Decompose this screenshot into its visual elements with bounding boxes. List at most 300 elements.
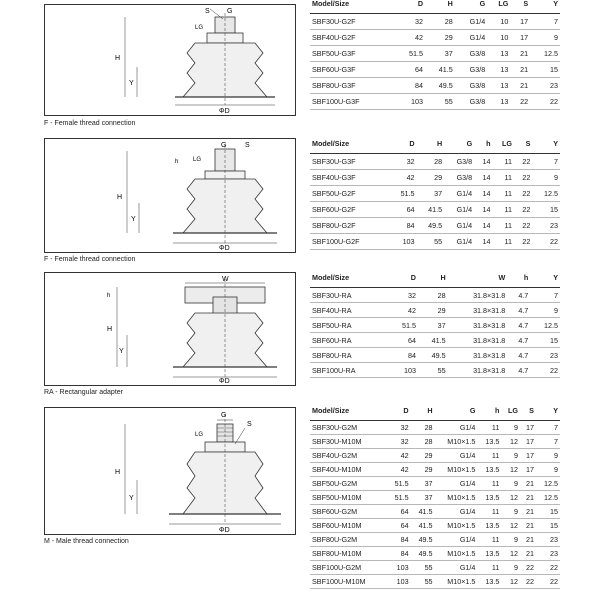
cell: 12	[501, 463, 520, 477]
cell: 55	[417, 234, 445, 250]
cell: 41.5	[417, 202, 445, 218]
cell: 37	[411, 477, 435, 491]
cell: 15	[536, 519, 560, 533]
cell: 28	[417, 154, 445, 170]
cell: 4.7	[507, 318, 530, 333]
cell: 4.7	[507, 363, 530, 378]
cell: 15	[536, 505, 560, 519]
cell: 84	[395, 78, 425, 94]
cell: 22	[514, 170, 532, 186]
column-header: Y	[536, 401, 560, 421]
cell: 11	[493, 186, 514, 202]
cell: 14	[474, 154, 492, 170]
column-header: D	[388, 268, 418, 288]
diagram-label-y: Y	[131, 216, 136, 223]
cell: SBF40U-G2F	[310, 30, 395, 46]
cell: 9	[536, 449, 560, 463]
cell: M10×1.5	[435, 463, 478, 477]
diagram-label-w: W	[222, 276, 229, 283]
diagram-label-d: ΦD	[219, 527, 230, 534]
cell: 21	[520, 491, 536, 505]
cell: 31.8×31.8	[448, 348, 508, 363]
cell: 11	[493, 170, 514, 186]
cell: G3/8	[444, 170, 474, 186]
table-row	[310, 463, 560, 477]
cell: SBF60U-G2F	[310, 202, 389, 218]
cell: 12	[501, 519, 520, 533]
cell: 13.5	[477, 463, 501, 477]
cell: SBF60U-G3F	[310, 62, 395, 78]
table-row	[310, 288, 560, 303]
cell: 51.5	[389, 186, 417, 202]
cell: G3/8	[455, 78, 487, 94]
cell: 4.7	[507, 303, 530, 318]
cell: SBF80U-M10M	[310, 547, 387, 561]
cell: 21	[510, 62, 530, 78]
diagram-label-g: G	[227, 8, 233, 15]
column-header: Y	[530, 268, 560, 288]
column-header: Model/Size	[310, 0, 395, 14]
diagram-label-g: G	[221, 412, 227, 419]
cell: G1/4	[455, 30, 487, 46]
cell: 32	[387, 421, 411, 435]
cell: SBF40U-M10M	[310, 463, 387, 477]
cell: 32	[389, 154, 417, 170]
table-row	[310, 491, 560, 505]
cell: 29	[418, 303, 448, 318]
table-row	[310, 348, 560, 363]
cell: G1/4	[435, 533, 478, 547]
cell: SBF30U-G2M	[310, 421, 387, 435]
column-header: h	[474, 134, 492, 154]
suction-cup-drawing	[45, 408, 295, 534]
table-row	[310, 363, 560, 378]
cell: 15	[530, 62, 560, 78]
table-row	[310, 421, 560, 435]
cell: G3/8	[455, 94, 487, 110]
cell: 23	[530, 78, 560, 94]
cell: 17	[510, 30, 530, 46]
table-row	[310, 78, 560, 94]
cell: 14	[474, 170, 492, 186]
cell: SBF40U-G2M	[310, 449, 387, 463]
cell: 42	[387, 463, 411, 477]
cell: 13	[487, 46, 510, 62]
column-header: LG	[501, 401, 520, 421]
column-header: G	[455, 0, 487, 14]
cell: 4.7	[507, 333, 530, 348]
cell: 7	[530, 14, 560, 30]
column-header: Y	[530, 0, 560, 14]
cell: 29	[411, 463, 435, 477]
cell: 14	[474, 202, 492, 218]
column-header: D	[389, 134, 417, 154]
cell: 9	[501, 421, 520, 435]
diagram-label-y: Y	[119, 348, 124, 355]
cell: 64	[389, 202, 417, 218]
diagram-label-lg: LG	[193, 157, 202, 163]
cell: 23	[532, 218, 560, 234]
diagram-label-lg: LG	[195, 432, 204, 438]
cell: 17	[520, 449, 536, 463]
table-row	[310, 234, 560, 250]
cell: 21	[520, 533, 536, 547]
spec-table	[310, 401, 560, 589]
table-row	[310, 62, 560, 78]
cell: 55	[411, 561, 435, 575]
column-header: H	[418, 268, 448, 288]
cell: 10	[487, 30, 510, 46]
diagram-female-thread-2	[44, 138, 296, 253]
cell: 21	[520, 519, 536, 533]
caption: F - Female thread connection	[44, 256, 136, 263]
caption: RA - Rectangular adapter	[44, 389, 123, 396]
diagram-label-h: H	[107, 326, 113, 333]
cell: M10×1.5	[435, 491, 478, 505]
cell: G1/4	[435, 477, 478, 491]
cell: 9	[530, 303, 560, 318]
cell: 22	[520, 575, 536, 589]
cell: M10×1.5	[435, 435, 478, 449]
cell: 37	[411, 491, 435, 505]
table-row	[310, 575, 560, 589]
cell: SBF30U-RA	[310, 288, 388, 303]
table-row	[310, 14, 560, 30]
diagram-label-h-small: h	[107, 293, 111, 299]
column-header: h	[507, 268, 530, 288]
cell: 64	[395, 62, 425, 78]
column-header: Model/Size	[310, 134, 389, 154]
cell: 12	[501, 435, 520, 449]
spec-table	[310, 268, 560, 378]
cell: G1/4	[444, 186, 474, 202]
table-row	[310, 46, 560, 62]
cell: 84	[388, 348, 418, 363]
table-row	[310, 186, 560, 202]
cell: SBF50U-G2M	[310, 477, 387, 491]
cell: 12	[501, 491, 520, 505]
cell: 49.5	[411, 547, 435, 561]
column-header: G	[444, 134, 474, 154]
cell: 103	[387, 575, 411, 589]
diagram-label-d: ΦD	[219, 245, 230, 252]
cell: 23	[530, 348, 560, 363]
cell: 29	[411, 449, 435, 463]
cell: 49.5	[411, 533, 435, 547]
table-row	[310, 449, 560, 463]
cell: 7	[536, 435, 560, 449]
cell: G1/4	[435, 505, 478, 519]
table-row	[310, 303, 560, 318]
cell: SBF100U-G3F	[310, 94, 395, 110]
table-row	[310, 202, 560, 218]
cell: G1/4	[435, 449, 478, 463]
cell: 42	[388, 303, 418, 318]
cell: 31.8×31.8	[448, 318, 508, 333]
cell: 23	[536, 547, 560, 561]
cell: 21	[520, 547, 536, 561]
cell: 103	[388, 363, 418, 378]
spec-table	[310, 0, 560, 110]
cell: SBF100U-G2M	[310, 561, 387, 575]
cell: G1/4	[455, 14, 487, 30]
column-header: LG	[493, 134, 514, 154]
cell: 64	[388, 333, 418, 348]
cell: 12.5	[530, 46, 560, 62]
cell: 11	[477, 421, 501, 435]
cell: G3/8	[455, 62, 487, 78]
cell: 11	[477, 561, 501, 575]
cell: 7	[536, 421, 560, 435]
cell: 11	[493, 234, 514, 250]
cell: 11	[477, 533, 501, 547]
table-row	[310, 30, 560, 46]
column-header: Model/Size	[310, 268, 388, 288]
cell: 32	[395, 14, 425, 30]
cell: 22	[514, 218, 532, 234]
cell: SBF50U-G2F	[310, 186, 389, 202]
cell: 64	[387, 505, 411, 519]
cell: 9	[536, 463, 560, 477]
diagram-label-h-small: h	[175, 159, 179, 165]
cell: SBF80U-G2F	[310, 218, 389, 234]
cell: 13	[487, 62, 510, 78]
cell: 37	[418, 318, 448, 333]
cell: 23	[536, 533, 560, 547]
cell: 11	[477, 477, 501, 491]
cell: 103	[395, 94, 425, 110]
table-row	[310, 477, 560, 491]
cell: 15	[532, 202, 560, 218]
cell: 21	[520, 477, 536, 491]
cell: 41.5	[411, 519, 435, 533]
cell: G1/4	[444, 234, 474, 250]
table-row	[310, 333, 560, 348]
cell: 9	[532, 170, 560, 186]
diagram-label-d: ΦD	[219, 378, 230, 385]
cell: 22	[530, 94, 560, 110]
cell: 41.5	[425, 62, 455, 78]
cell: 13.5	[477, 547, 501, 561]
cell: 4.7	[507, 288, 530, 303]
cell: 22	[514, 202, 532, 218]
diagram-label-h: H	[115, 469, 121, 476]
cell: SBF80U-RA	[310, 348, 388, 363]
cell: SBF60U-M10M	[310, 519, 387, 533]
suction-cup-drawing	[45, 5, 295, 115]
cell: 41.5	[411, 505, 435, 519]
column-header: H	[411, 401, 435, 421]
cell: 9	[501, 477, 520, 491]
diagram-label-h: H	[115, 55, 121, 62]
cell: 11	[477, 505, 501, 519]
column-header: S	[520, 401, 536, 421]
column-header: H	[425, 0, 455, 14]
cell: 17	[520, 463, 536, 477]
cell: 22	[530, 363, 560, 378]
cell: 22	[536, 575, 560, 589]
suction-cup-drawing	[45, 139, 295, 252]
spec-table	[310, 134, 560, 250]
cell: SBF100U-G2F	[310, 234, 389, 250]
table-row	[310, 218, 560, 234]
cell: 13.5	[477, 491, 501, 505]
column-header: S	[514, 134, 532, 154]
cell: 11	[477, 449, 501, 463]
cell: 7	[530, 288, 560, 303]
cell: M10×1.5	[435, 547, 478, 561]
diagram-rectangular-adapter	[44, 272, 296, 386]
cell: 12.5	[536, 477, 560, 491]
cell: 28	[411, 421, 435, 435]
cell: 32	[388, 288, 418, 303]
cell: G1/4	[444, 202, 474, 218]
cell: 13	[487, 78, 510, 94]
cell: 13.5	[477, 519, 501, 533]
diagram-label-h: H	[117, 194, 123, 201]
cell: 31.8×31.8	[448, 363, 508, 378]
cell: M10×1.5	[435, 519, 478, 533]
cell: 22	[536, 561, 560, 575]
cell: G1/4	[435, 421, 478, 435]
cell: SBF60U-G2M	[310, 505, 387, 519]
cell: 28	[425, 14, 455, 30]
cell: 51.5	[387, 477, 411, 491]
cell: SBF40U-RA	[310, 303, 388, 318]
cell: G3/8	[444, 154, 474, 170]
cell: 11	[493, 218, 514, 234]
cell: 55	[411, 575, 435, 589]
cell: M10×1.5	[435, 575, 478, 589]
cell: 49.5	[425, 78, 455, 94]
diagram-label-s: S	[245, 142, 250, 149]
cell: SBF50U-M10M	[310, 491, 387, 505]
cell: 51.5	[388, 318, 418, 333]
table-row	[310, 547, 560, 561]
cell: 32	[387, 435, 411, 449]
cell: 9	[530, 30, 560, 46]
cell: 49.5	[418, 348, 448, 363]
column-header: D	[387, 401, 411, 421]
cell: SBF40U-G3F	[310, 170, 389, 186]
cell: 84	[389, 218, 417, 234]
cell: 55	[425, 94, 455, 110]
diagram-male-thread	[44, 407, 296, 535]
suction-cup-drawing	[45, 273, 295, 385]
column-header: Y	[532, 134, 560, 154]
cell: 21	[510, 78, 530, 94]
cell: SBF50U-RA	[310, 318, 388, 333]
cell: G1/4	[444, 218, 474, 234]
cell: 14	[474, 186, 492, 202]
cell: 29	[417, 170, 445, 186]
cell: 37	[417, 186, 445, 202]
cell: 22	[514, 186, 532, 202]
column-header: S	[510, 0, 530, 14]
cell: 12	[501, 547, 520, 561]
cell: 22	[514, 154, 532, 170]
cell: 28	[418, 288, 448, 303]
cell: G1/4	[435, 561, 478, 575]
cell: 4.7	[507, 348, 530, 363]
table-row	[310, 519, 560, 533]
cell: 13.5	[477, 575, 501, 589]
cell: 17	[520, 435, 536, 449]
cell: 64	[387, 519, 411, 533]
table-row	[310, 318, 560, 333]
cell: 51.5	[387, 491, 411, 505]
cell: 103	[389, 234, 417, 250]
diagram-label-s: S	[247, 421, 252, 428]
cell: 21	[510, 46, 530, 62]
cell: 31.8×31.8	[448, 288, 508, 303]
column-header: h	[477, 401, 501, 421]
cell: 22	[520, 561, 536, 575]
table-row	[310, 561, 560, 575]
cell: SBF80U-G2M	[310, 533, 387, 547]
diagram-female-thread-1	[44, 4, 296, 116]
cell: 15	[530, 333, 560, 348]
cell: SBF50U-G3F	[310, 46, 395, 62]
cell: 84	[387, 533, 411, 547]
table-row	[310, 435, 560, 449]
column-header: LG	[487, 0, 510, 14]
cell: 42	[387, 449, 411, 463]
cell: 9	[501, 449, 520, 463]
cell: SBF30U-G3F	[310, 154, 389, 170]
cell: 42	[395, 30, 425, 46]
table-header-row	[310, 134, 560, 154]
table-row	[310, 154, 560, 170]
column-header: W	[448, 268, 508, 288]
cell: 17	[520, 421, 536, 435]
cell: 51.5	[395, 46, 425, 62]
column-header: Model/Size	[310, 401, 387, 421]
cell: 84	[387, 547, 411, 561]
diagram-label-y: Y	[129, 80, 134, 87]
diagram-label-lg: LG	[195, 25, 204, 31]
diagram-label-d: ΦD	[219, 108, 230, 115]
column-header: H	[417, 134, 445, 154]
cell: 13	[487, 94, 510, 110]
cell: 31.8×31.8	[448, 303, 508, 318]
cell: 14	[474, 234, 492, 250]
diagram-label-s: S	[205, 8, 210, 15]
cell: 49.5	[417, 218, 445, 234]
cell: 9	[501, 561, 520, 575]
cell: 41.5	[418, 333, 448, 348]
diagram-label-y: Y	[129, 495, 134, 502]
cell: SBF100U-M10M	[310, 575, 387, 589]
cell: 21	[520, 505, 536, 519]
cell: 29	[425, 30, 455, 46]
table-row	[310, 533, 560, 547]
column-header: D	[395, 0, 425, 14]
cell: SBF100U-RA	[310, 363, 388, 378]
cell: 9	[501, 533, 520, 547]
cell: SBF80U-G3F	[310, 78, 395, 94]
cell: 22	[510, 94, 530, 110]
table-header-row	[310, 401, 560, 421]
cell: 11	[493, 154, 514, 170]
cell: 10	[487, 14, 510, 30]
cell: 42	[389, 170, 417, 186]
caption: M - Male thread connection	[44, 538, 129, 545]
cell: 12.5	[532, 186, 560, 202]
table-row	[310, 94, 560, 110]
cell: 37	[425, 46, 455, 62]
cell: 13.5	[477, 435, 501, 449]
